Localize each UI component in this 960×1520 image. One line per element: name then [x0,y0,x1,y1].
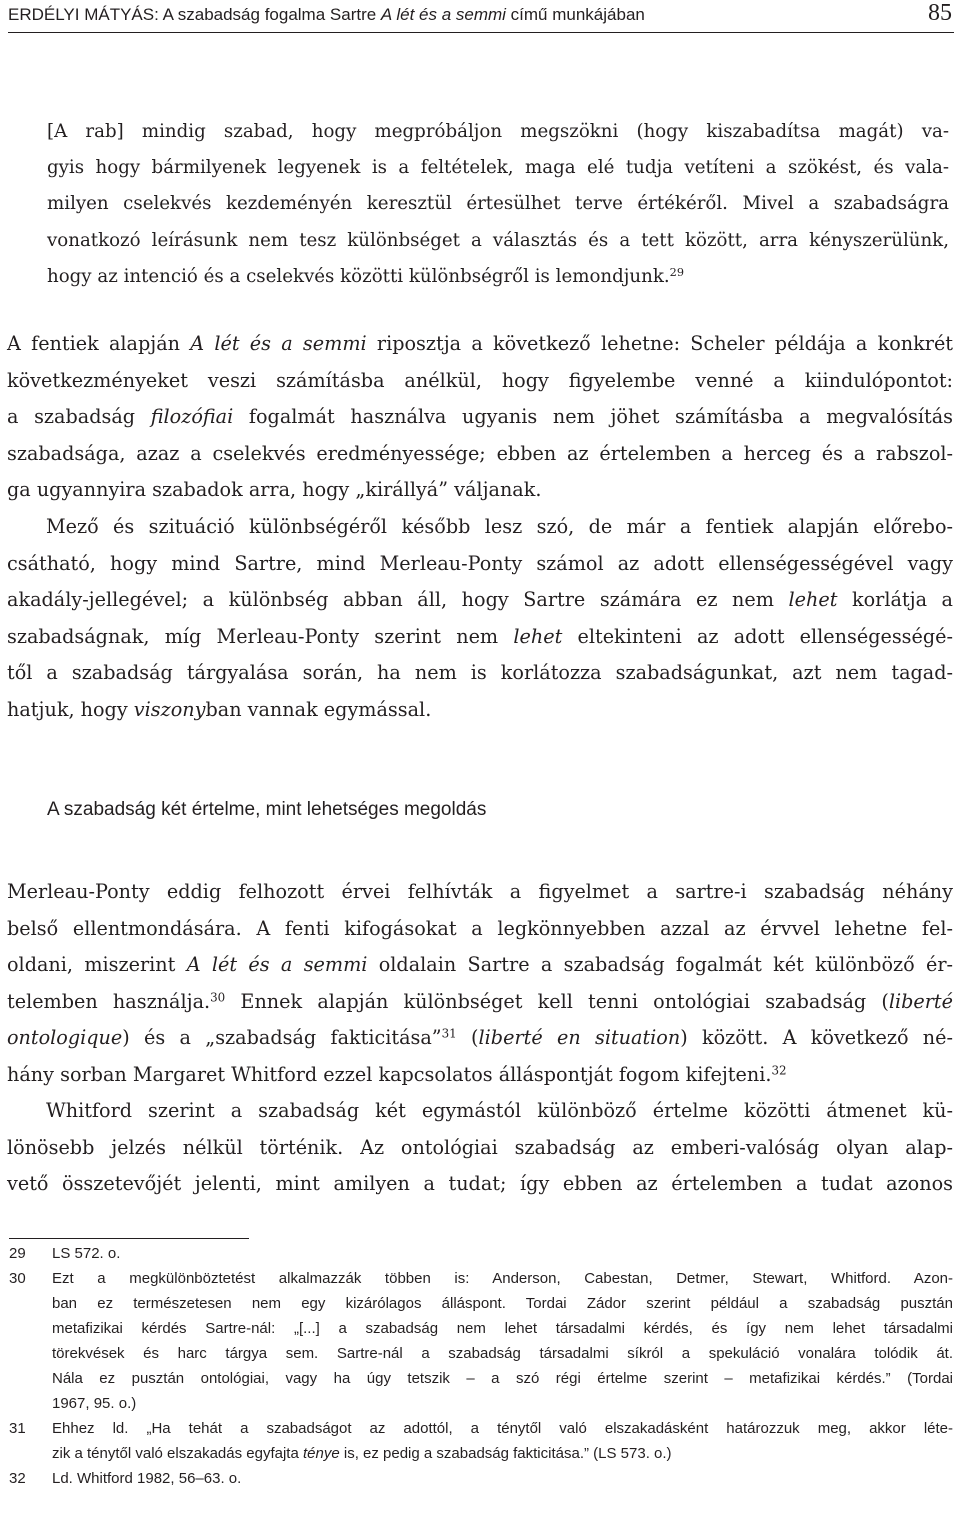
text-run: a szabadság [7,405,151,429]
text-line: Mező és szituáció különbségéről később lesz szó, de már a fentiek alapján előrebo- [46,515,953,538]
text-run: ) és a „szabadság fakticitása” [122,1026,442,1050]
footnote-line: LS 572. o. [52,1245,121,1262]
text-line: csátható, hogy mind Sartre, mind Merleau-Ponty számol az adott ellenségességével vagy [7,551,953,575]
paragraph-scheler [7,326,953,509]
text-line: Whitford szerint a szabadság két egymástól különböző értelme közötti átmenet kü- [46,1099,953,1122]
text-run: zik a ténytől való elszakadás egyfajta [52,1445,303,1462]
footnote-line: Nála ez pusztán ontológiai, vagy ha úgy tetszik – a szó régi értelme szerint – metafizikai kérdés.” (Tordai [52,1370,953,1387]
text-line: Merleau-Ponty eddig felhozott érvei felhívták a figyelmet a sartre-i szabadság néhány [7,880,953,903]
footnote-ref-32[interactable]: 32 [771,1063,787,1078]
text-line: től a szabadság tárgyalása során, ha nem is korlátozza szabadságunkat, azt nem tagad- [7,661,953,685]
footnote-line: 1967, 95. o.) [52,1395,137,1412]
running-header [8,0,954,33]
text-run: hány sorban Margaret Whitford ezzel kapcsolatos álláspontját fogom kifejteni. [7,1062,772,1086]
text-line [7,399,953,436]
running-title [8,5,645,25]
paragraph-whitford [7,1093,953,1203]
footnote-line: metafizikai kérdés Sartre-nál: „[...] a szabadság nem lehet társadalmi kérdés, és így nem lehet társadalmi [52,1320,953,1337]
footnote-rule [9,1238,249,1239]
quote-line-text: hogy az intenció és a cselekvés közötti különbségről is lemondjunk. [47,265,670,287]
text-run: riposztja a következő lehetne: Scheler példája a konkrét [366,332,954,355]
text-run: ( [456,1026,479,1050]
quote-line: vonatkozó leírásunk nem tesz különbséget a választás és a tett között, arra kényszerülünk, [47,229,949,251]
text-line [7,1020,953,1057]
text-run: oldalain Sartre a szabadság fogalmát két különböző ér- [367,953,953,977]
text-line [7,984,953,1021]
text-run: is, ez pedig a szabadság fakticitása.” (LS 573. o.) [339,1445,672,1462]
emphasis: viszony [133,697,206,721]
emphasis: ténye [302,1445,340,1462]
text-run: akadály-jellegével; a különbség abban áll, hogy Sartre számára ez nem [7,588,789,612]
text-run: eltekinteni az adott ellenségességé- [562,624,954,648]
footnote-line: Ehhez ld. „Ha tehát a szabadságot az adottól, a ténytől való elszakadásként határozzuk meg, akkor léte- [52,1420,953,1437]
page-number: 85 [928,0,952,26]
emphasis: liberté en situation [478,1026,681,1050]
quote-line: gyis hogy bármilyenek legyenek is a feltételek, maga elé tudja vetíteni a szökést, és vala- [47,157,949,179]
text-line: vető összetevőjét jelenti, mint amilyen a tudat; így ebben az értelemben a tudat azonos [7,1172,953,1196]
text-run: telemben használja. [7,989,211,1013]
running-title-book: A lét és a semmi [380,5,506,24]
footnote-number: 30 [9,1270,26,1287]
footnote-line: törekvések és harc tárgya sem. Sartre-nál a szabadság társadalmi síkról a spekuláció vonalára tolódik át. [52,1345,953,1362]
paragraph-two-meanings [7,874,953,1094]
footnote-text [52,1241,953,1266]
text-run: Ennek alapján különbséget kell tenni ontológiai szabadság ( [225,989,889,1013]
text-run: A fentiek alapján [7,332,191,355]
text-line [7,582,953,619]
footnote-number: 29 [9,1245,26,1262]
footnote-number: 32 [9,1470,26,1487]
footnote-line [52,1441,953,1466]
footnote-ref-31[interactable]: 31 [441,1026,457,1041]
emphasis: lehet [788,588,838,612]
emphasis: liberté [888,989,953,1013]
emphasis: lehet [513,624,563,648]
text-line [7,619,953,656]
quote-line [47,259,949,295]
footnote-line: Ld. Whitford 1982, 56–63. o. [52,1470,242,1487]
footnote-text [52,1266,953,1416]
text-line [7,1057,953,1094]
text-line: szabadsága, azaz a cselekvés eredményessége; ebben az értelemben a herceg és a rabszol- [7,441,953,465]
text-run: hatjuk, hogy [7,697,134,721]
footnote-line: Ezt a megkülönböztetést alkalmazzák többen is: Anderson, Cabestan, Detmer, Stewart, Whitford. Azon- [52,1270,953,1287]
emphasis: ontologique [7,1026,123,1050]
footnote-text [52,1466,953,1491]
book-title: A lét és a semmi [190,332,367,355]
footnote-31 [9,1416,953,1466]
text-run: ) között. A következő né- [680,1026,953,1050]
text-run: szabadságnak, míg Merleau-Ponty szerint nem [7,624,514,648]
paragraph-field-situation [7,509,953,729]
quote-line: milyen cselekvés kezdeményén keresztül értesülhet terve értékéről. Mivel a szabadságra [47,193,949,215]
text-run: ban vannak egymással. [205,697,432,721]
footnote-ref-29[interactable]: 29 [669,265,684,279]
footnote-number: 31 [9,1420,26,1437]
running-title-author: ERDÉLYI MÁTYÁS: A szabadság fogalma Sartre [8,5,381,24]
footnote-32 [9,1466,953,1491]
book-title: A lét és a semmi [186,953,368,977]
footnote-30 [9,1266,953,1416]
text-line: lönösebb jelzés nélkül történik. Az ontológiai szabadság az emberi-valóság olyan alap- [7,1135,953,1159]
footnote-ref-30[interactable]: 30 [210,990,226,1005]
text-line [7,947,953,984]
emphasis: filozófiai [150,405,234,429]
text-line [7,326,953,363]
text-line: ga ugyannyira szabadok arra, hogy „királlyá” váljanak. [7,478,542,502]
section-heading: A szabadság két értelme, mint lehetséges megoldás [47,799,487,820]
text-line [7,692,953,729]
text-line: belső ellentmondására. A fenti kifogásokat a legkönnyebben azzal az érvvel lehetne fel- [7,916,953,940]
text-run: fogalmát használva ugyanis nem jöhet számításba a megvalósítás [233,405,954,429]
quote-line: [A rab] mindig szabad, hogy megpróbáljon megszökni (hogy kiszabadítsa magát) va- [47,121,949,142]
footnote-line: ban ez természetesen nem egy kizárólagos álláspont. Tordai Zádor szerint például a szabadság pusztán [52,1295,953,1312]
footnote-29 [9,1241,953,1266]
text-run: korlátja a [837,588,953,612]
footnote-text [52,1416,953,1466]
block-quote [47,114,949,295]
running-title-rest: című munkájában [505,5,645,24]
text-run: oldani, miszerint [7,953,187,977]
footnotes [9,1241,953,1491]
text-line: következményeket veszi számításba anélkül, hogy figyelembe venné a kiindulópontot: [7,368,953,392]
